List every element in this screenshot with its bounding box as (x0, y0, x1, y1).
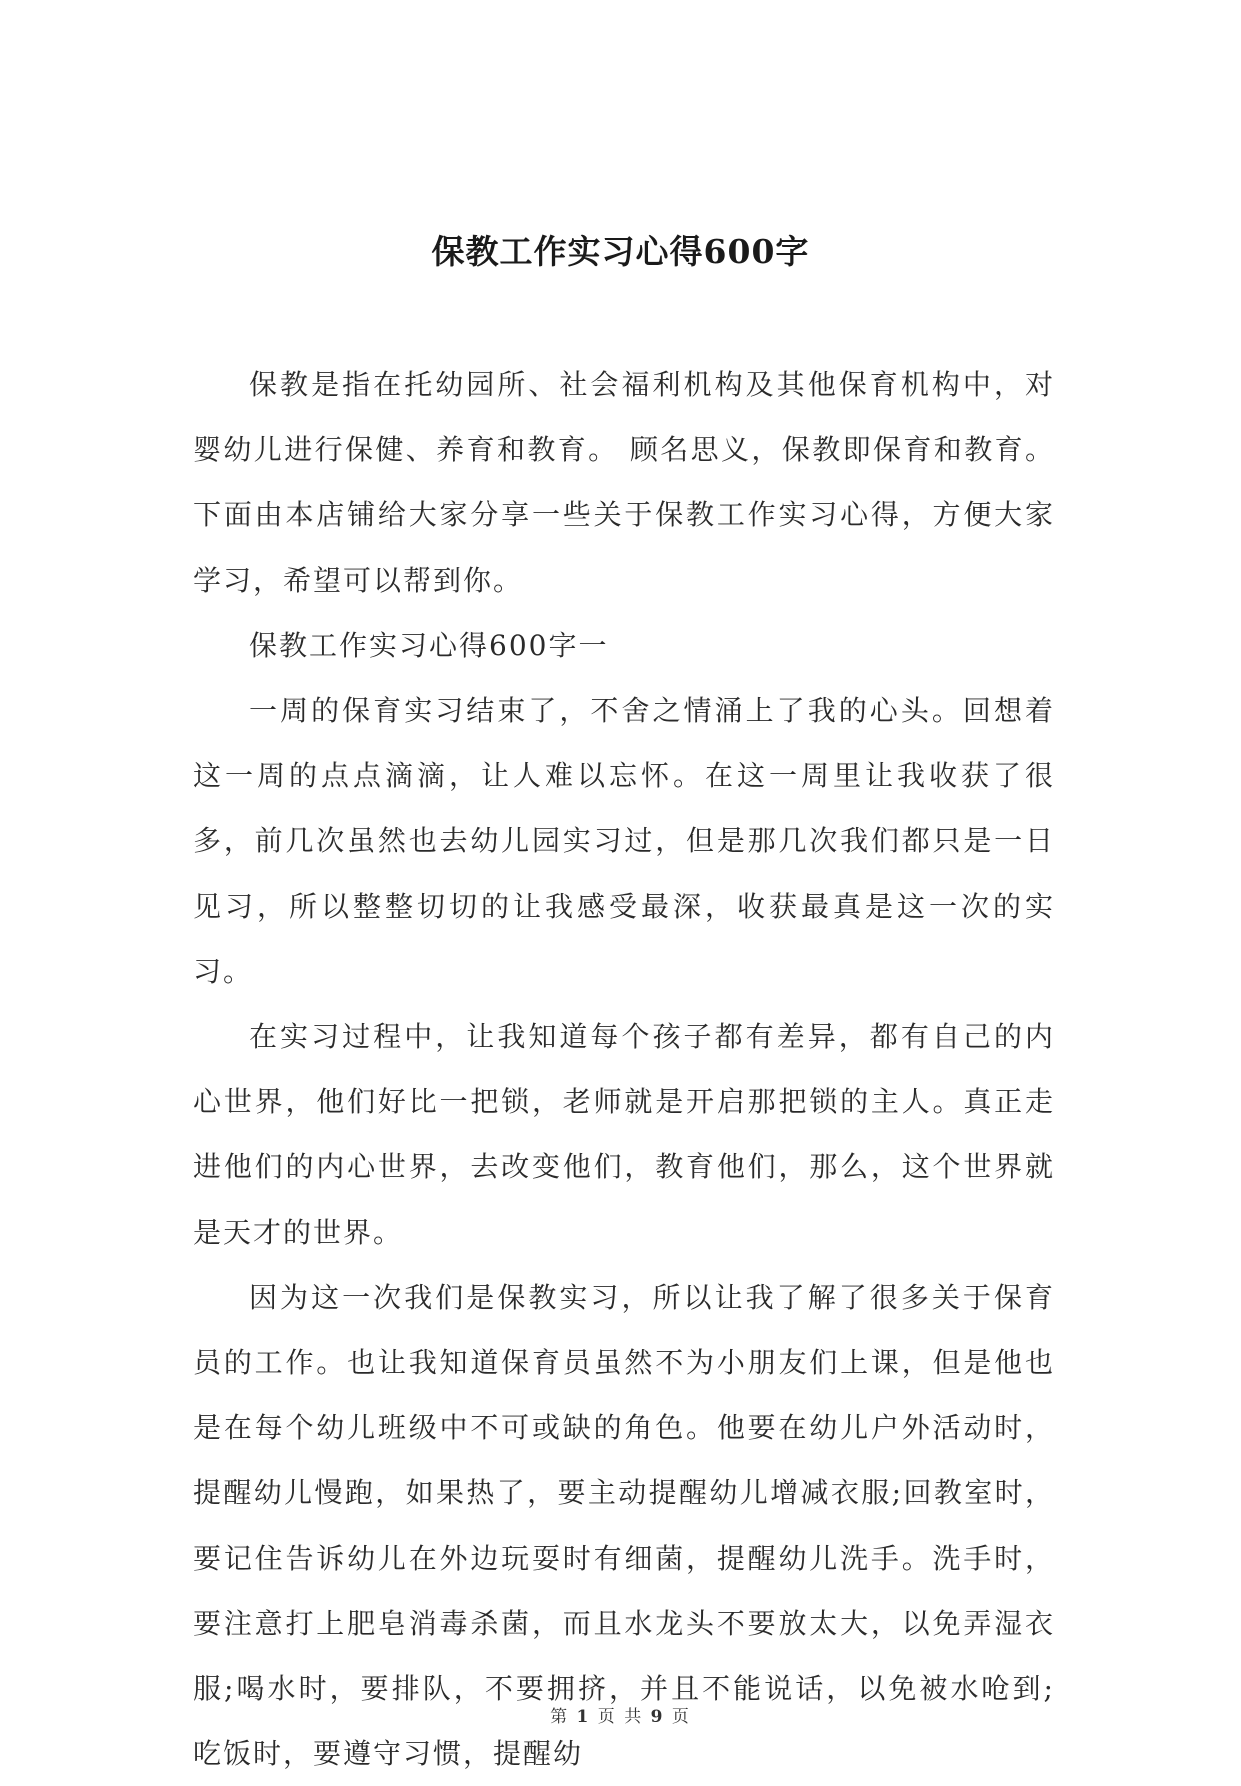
page-footer (0, 1702, 1241, 1727)
footer-prefix: 第 (550, 1707, 570, 1727)
total-pages-number: 9 (650, 1707, 665, 1727)
document-title: 保教工作实习心得600字 (431, 232, 810, 271)
current-page-number: 1 (576, 1707, 591, 1727)
section-heading: 保教工作实习心得600字一 (249, 628, 609, 662)
body-paragraph: 因为这一次我们是保教实习，所以让我了解了很多关于保育员的工作。也让我知道保育员虽然不为小朋友们上课，但是他也是在每个幼儿班级中不可或缺的角色。他要在幼儿户外活动时，提醒幼儿慢跑，如果热了，要主动提醒幼儿增减衣服;回教室时，要记住告诉幼儿在外边玩耍时有细菌，提醒幼儿洗手。洗手时，要注意打上肥皂消毒杀菌，而且水龙头不要放太大，以免弄湿衣服;喝水时，要排队，不要拥挤，并且不能说话，以免被水呛到;吃饭时，要遵守习惯，提醒幼 (193, 1280, 1055, 1771)
footer-suffix: 页 (671, 1707, 691, 1727)
footer-middle: 页 共 (597, 1707, 644, 1727)
body-paragraph: 一周的保育实习结束了，不舍之情涌上了我的心头。回想着这一周的点点滴滴，让人难以忘怀。在这一周里让我收获了很多，前几次虽然也去幼儿园实习过，但是那几次我们都只是一日见习，所以整整切切的让我感受最深，收获最真是这一次的实习。 (193, 694, 1055, 988)
document-body (193, 352, 1055, 1786)
body-paragraph: 在实习过程中，让我知道每个孩子都有差异，都有自己的内心世界，他们好比一把锁，老师就是开启那把锁的主人。真正走进他们的内心世界，去改变他们，教育他们，那么，这个世界就是天才的世界。 (193, 1020, 1055, 1249)
intro-paragraph: 保教是指在托幼园所、社会福利机构及其他保育机构中，对婴幼儿进行保健、养育和教育。 顾名思义，保教即保育和教育。下面由本店铺给大家分享一些关于保教工作实习心得，方便大家学习，希望可以帮到你。 (193, 368, 1055, 597)
